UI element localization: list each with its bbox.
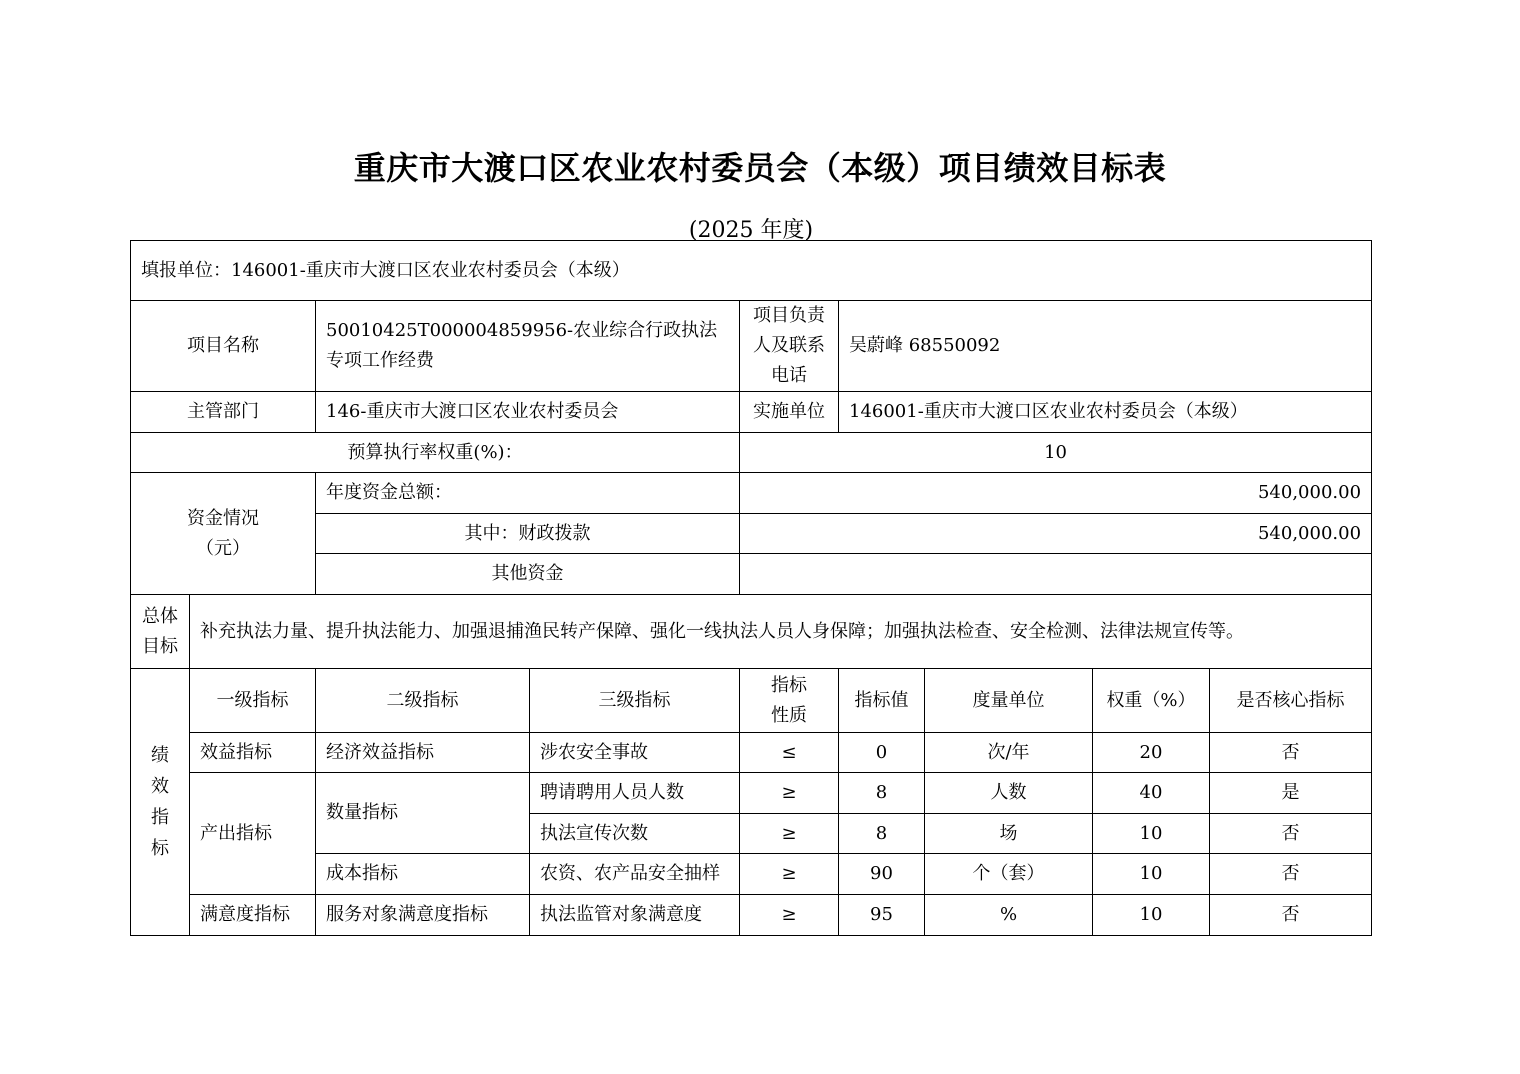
header-weight: 权重（%） [1093, 669, 1210, 733]
row-weight: 10 [1093, 895, 1210, 936]
row-core: 否 [1210, 733, 1372, 773]
row-core: 否 [1210, 854, 1372, 895]
project-name-label: 项目名称 [131, 301, 316, 392]
funds-fiscal-value: 540,000.00 [740, 514, 1372, 554]
header-nature [740, 669, 839, 733]
row-nature: ≤ [740, 733, 839, 773]
perf-side-char: 标 [151, 838, 169, 859]
row-level1: 效益指标 [190, 733, 316, 773]
overall-goal-label-line2: 目标 [142, 635, 178, 657]
row-value: 8 [839, 814, 925, 854]
row-level3: 执法监管对象满意度 [530, 895, 740, 936]
funds-fiscal-label: 其中：财政拨款 [316, 514, 740, 554]
filler-row [131, 241, 1372, 301]
perf-header-row [131, 669, 1372, 733]
table-row [131, 895, 1372, 936]
overall-goal-text: 补充执法力量、提升执法能力、加强退捕渔民转产保障、强化一线执法人员人身保障；加强执法检查、安全检测、法律法规宣传等。 [190, 595, 1372, 669]
header-nature-line2: 性质 [771, 704, 807, 726]
row-core: 是 [1210, 773, 1372, 814]
row-unit: 场 [925, 814, 1093, 854]
overall-goal-label-line1: 总体 [142, 605, 178, 627]
row-nature: ≥ [740, 814, 839, 854]
funds-label [131, 473, 316, 595]
perf-side-char: 指 [151, 807, 169, 828]
table-row [131, 854, 1372, 895]
row-level1: 产出指标 [190, 773, 316, 895]
performance-target-table [130, 240, 1372, 936]
funds-label-line2: （元） [196, 537, 250, 559]
implementer-label: 实施单位 [740, 392, 839, 433]
row-core: 否 [1210, 895, 1372, 936]
budget-weight-value: 10 [740, 433, 1372, 473]
funds-other-value [740, 554, 1372, 595]
row-unit: 个（套） [925, 854, 1093, 895]
funds-total-row [131, 473, 1372, 514]
contact-value: 吴蔚峰 68550092 [839, 301, 1372, 392]
row-level3: 农资、农产品安全抽样 [530, 854, 740, 895]
header-unit: 度量单位 [925, 669, 1093, 733]
funds-other-row [131, 554, 1372, 595]
implementer-value: 146001-重庆市大渡口区农业农村委员会（本级） [839, 392, 1372, 433]
funds-total-label: 年度资金总额： [316, 473, 740, 514]
row-weight: 40 [1093, 773, 1210, 814]
row-value: 95 [839, 895, 925, 936]
row-level2: 经济效益指标 [316, 733, 530, 773]
document-year: (2025 年度) [688, 218, 814, 243]
row-core: 否 [1210, 814, 1372, 854]
budget-weight-label: 预算执行率权重(%)： [131, 433, 740, 473]
funds-total-value: 540,000.00 [740, 473, 1372, 514]
row-level2: 成本指标 [316, 854, 530, 895]
row-level3: 聘请聘用人员人数 [530, 773, 740, 814]
row-nature: ≥ [740, 773, 839, 814]
row-level3: 执法宣传次数 [530, 814, 740, 854]
row-level2: 服务对象满意度指标 [316, 895, 530, 936]
table-row [131, 773, 1372, 814]
header-level2: 二级指标 [316, 669, 530, 733]
contact-label: 项目负责人及联系电话 [740, 301, 839, 392]
department-row [131, 392, 1372, 433]
row-value: 8 [839, 773, 925, 814]
project-name-row [131, 301, 1372, 392]
header-nature-line1: 指标 [771, 674, 807, 696]
overall-goal-row [131, 595, 1372, 669]
filler-value: 146001-重庆市大渡口区农业农村委员会（本级） [231, 259, 630, 281]
header-level3: 三级指标 [530, 669, 740, 733]
perf-side-char: 绩 [151, 745, 169, 766]
row-unit: 次/年 [925, 733, 1093, 773]
perf-side-char: 效 [151, 776, 169, 797]
row-level3: 涉农安全事故 [530, 733, 740, 773]
row-weight: 20 [1093, 733, 1210, 773]
filler-label: 填报单位： [141, 259, 231, 281]
funds-fiscal-row [131, 514, 1372, 554]
header-level1: 一级指标 [190, 669, 316, 733]
table-row [131, 733, 1372, 773]
row-nature: ≥ [740, 895, 839, 936]
header-core: 是否核心指标 [1210, 669, 1372, 733]
row-value: 0 [839, 733, 925, 773]
row-unit: % [925, 895, 1093, 936]
row-unit: 人数 [925, 773, 1093, 814]
department-label: 主管部门 [131, 392, 316, 433]
row-nature: ≥ [740, 854, 839, 895]
department-value: 146-重庆市大渡口区农业农村委员会 [316, 392, 740, 433]
budget-weight-row [131, 433, 1372, 473]
row-weight: 10 [1093, 814, 1210, 854]
header-value: 指标值 [839, 669, 925, 733]
perf-side-label [131, 669, 190, 936]
row-level1: 满意度指标 [190, 895, 316, 936]
row-value: 90 [839, 854, 925, 895]
funds-label-line1: 资金情况 [187, 507, 259, 529]
filler-cell [131, 241, 1372, 301]
project-name-value: 50010425T000004859956-农业综合行政执法专项工作经费 [316, 301, 740, 392]
row-weight: 10 [1093, 854, 1210, 895]
overall-goal-label [131, 595, 190, 669]
document-title: 重庆市大渡口区农业农村委员会（本级）项目绩效目标表 [353, 149, 1167, 187]
funds-other-label: 其他资金 [316, 554, 740, 595]
row-level2: 数量指标 [316, 773, 530, 854]
